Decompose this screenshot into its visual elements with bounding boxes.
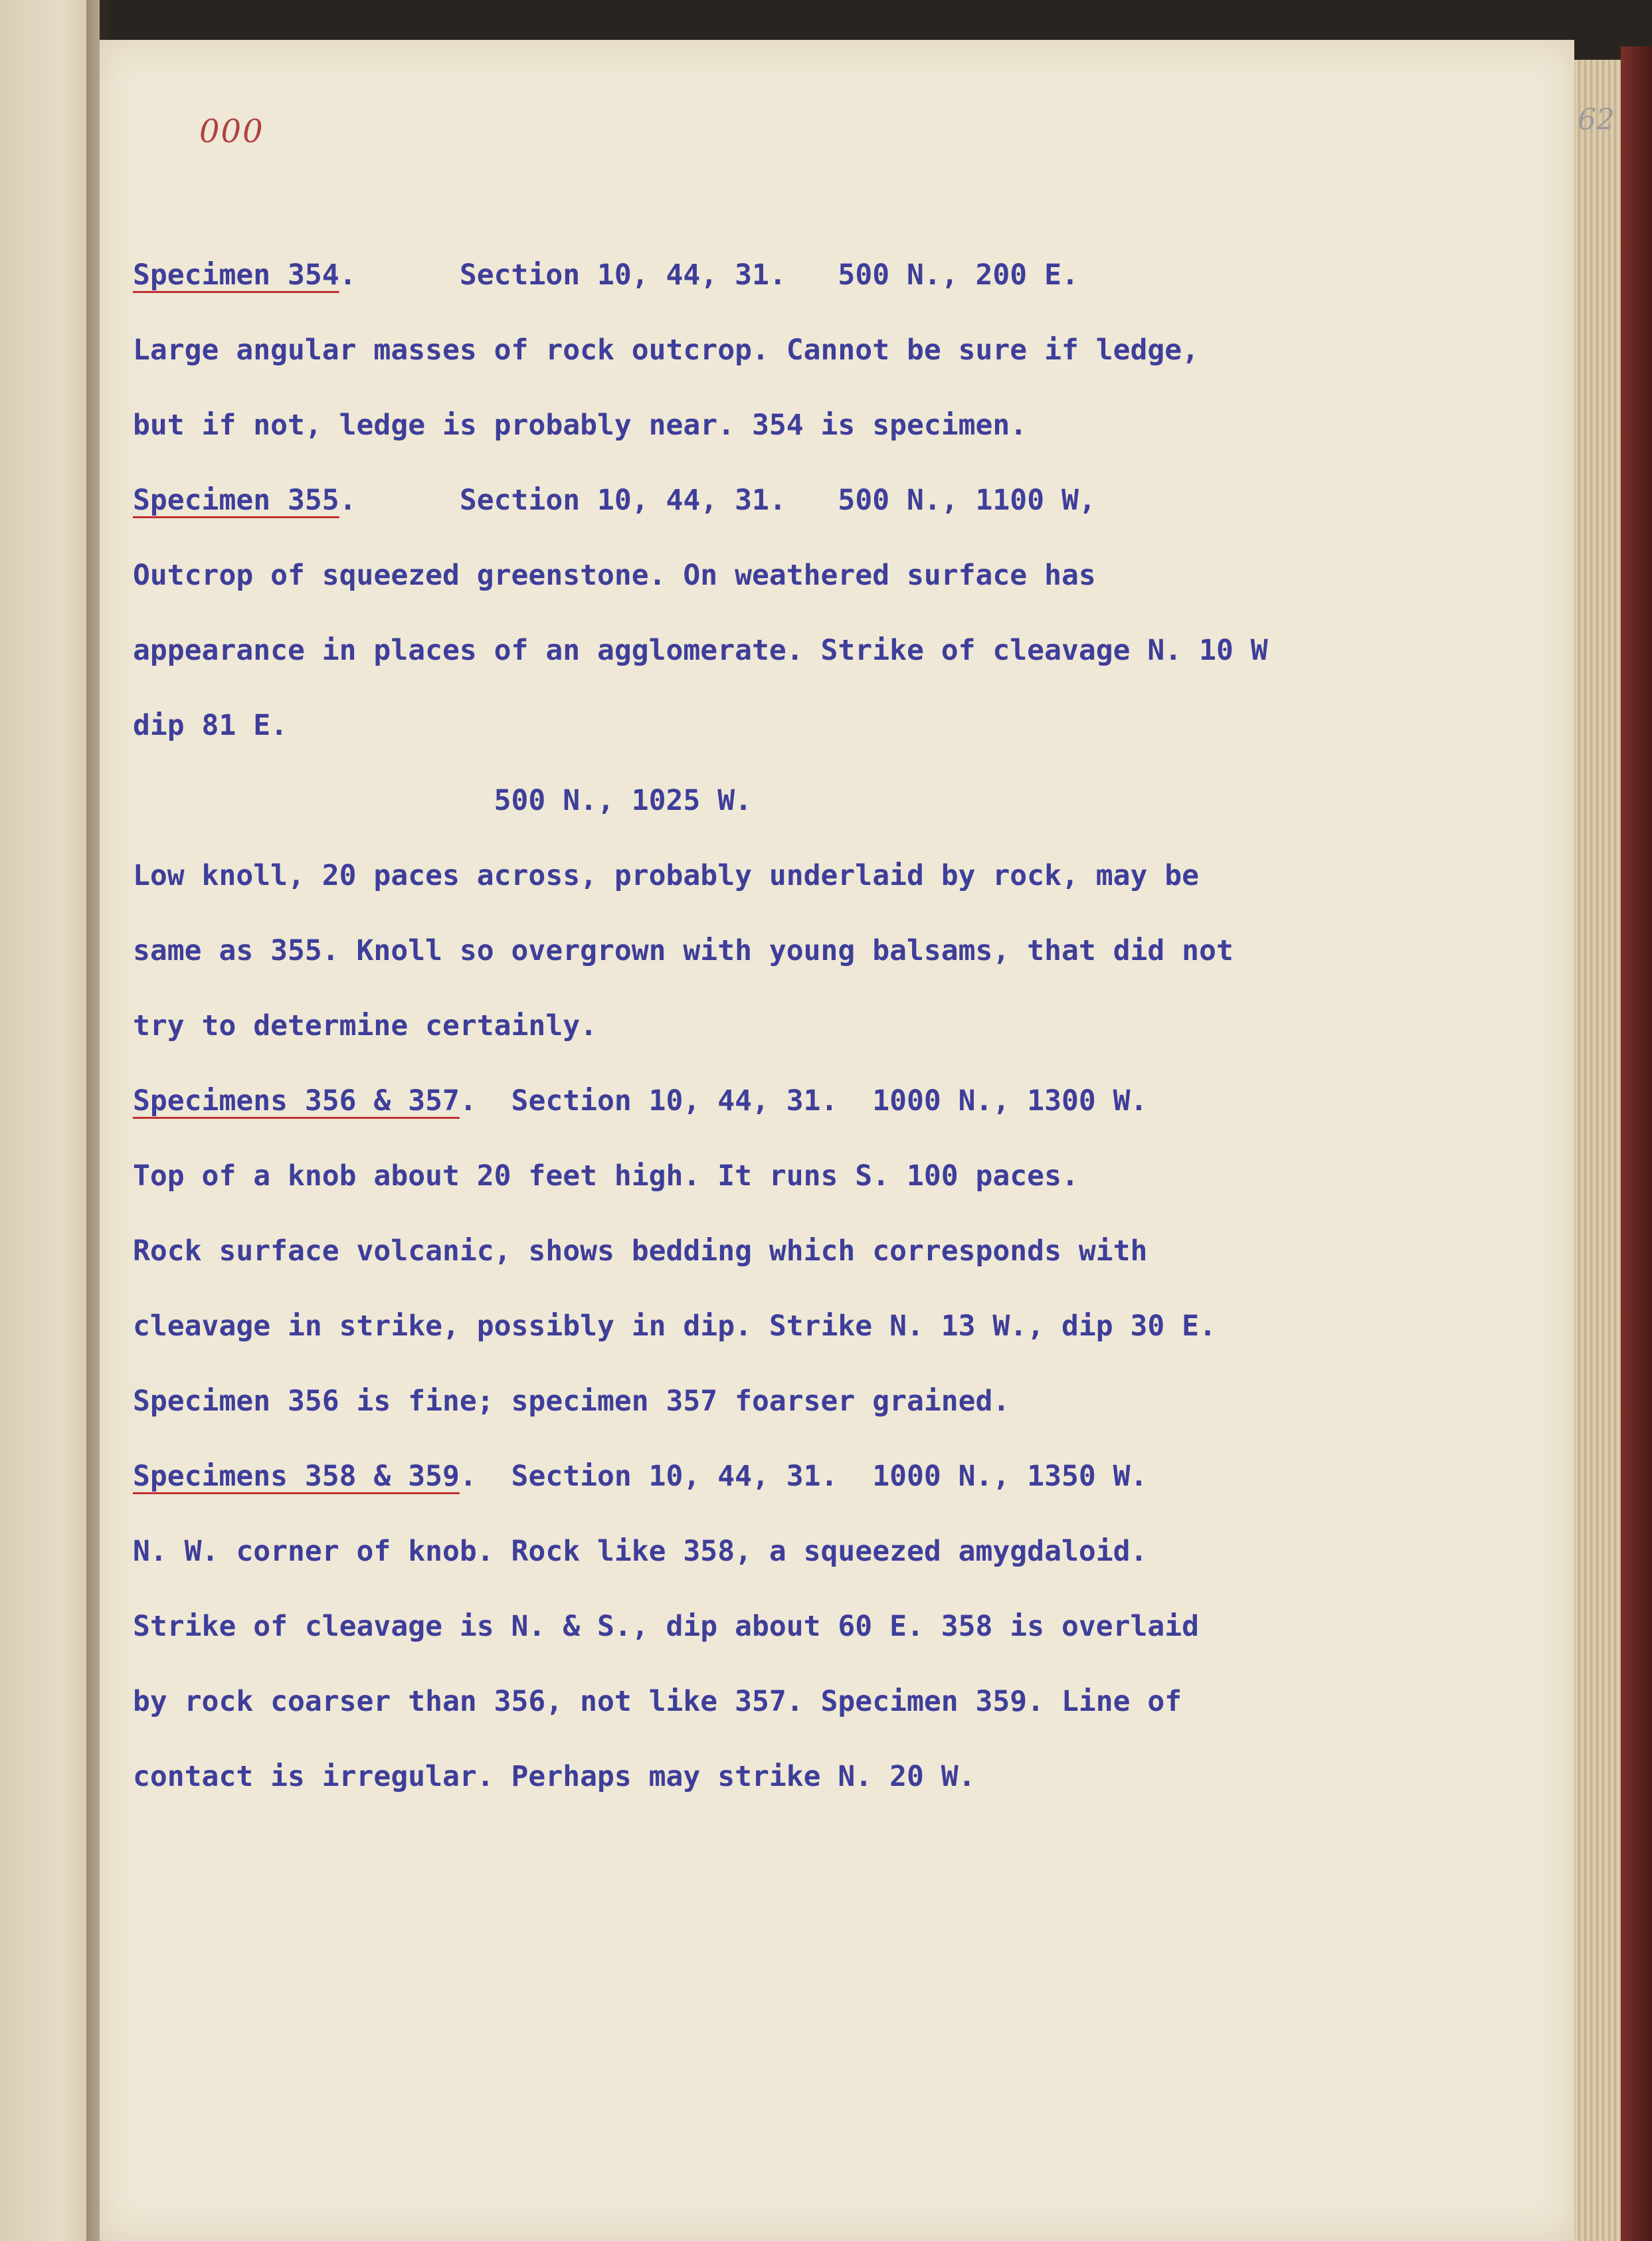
note-line-9 <box>133 856 1541 931</box>
page-number: 62 <box>1578 103 1615 137</box>
note-line-12 <box>133 1081 1541 1156</box>
note-text: cleavage in strike, possibly in dip. Strike N. 13 W., dip 30 E. <box>133 1310 1216 1343</box>
note-line-19 <box>133 1607 1541 1682</box>
specimen-heading: Specimens 356 & 357 <box>133 1084 460 1118</box>
specimen-heading: Specimen 355 <box>133 484 339 517</box>
note-text: Top of a knob about 20 feet high. It runs S. 100 paces. <box>133 1159 1079 1193</box>
note-text: . Section 10, 44, 31. 500 N., 1100 W, <box>339 484 1096 517</box>
note-text: Outcrop of squeezed greenstone. On weathered surface has <box>133 559 1096 592</box>
previous-page-bleed <box>0 239 93 2033</box>
specimen-heading: Specimens 358 & 359 <box>133 1460 460 1493</box>
note-text: Large angular masses of rock outcrop. Cannot be sure if ledge, <box>133 334 1200 367</box>
note-text: by rock coarser than 356, not like 357. Specimen 359. Line of <box>133 1685 1182 1718</box>
typed-notes <box>133 255 1541 1832</box>
note-text: same as 355. Knoll so overgrown with young balsams, that did not <box>133 934 1234 967</box>
note-line-18 <box>133 1531 1541 1607</box>
note-line-7 <box>133 706 1541 781</box>
specimen-heading: Specimen 354 <box>133 258 339 292</box>
note-line-10 <box>133 931 1541 1006</box>
note-text: . Section 10, 44, 31. 1000 N., 1300 W. <box>459 1084 1148 1118</box>
note-text: appearance in places of an agglomerate. Strike of cleavage N. 10 W <box>133 634 1268 667</box>
note-line-8 <box>133 781 1541 856</box>
previous-page-edge <box>0 0 100 2241</box>
note-text: contact is irregular. Perhaps may strike N. 20 W. <box>133 1760 976 1793</box>
note-line-17 <box>133 1456 1541 1531</box>
book-cover-edge <box>1621 47 1652 2241</box>
note-text: . Section 10, 44, 31. 500 N., 200 E. <box>339 258 1079 292</box>
note-line-14 <box>133 1231 1541 1306</box>
note-text: N. W. corner of knob. Rock like 358, a squeezed amygdaloid. <box>133 1535 1148 1568</box>
note-line-21 <box>133 1757 1541 1832</box>
note-line-3 <box>133 405 1541 480</box>
note-text: try to determine certainly. <box>133 1009 597 1042</box>
note-text: Rock surface volcanic, shows bedding which corresponds with <box>133 1234 1148 1268</box>
note-text: . Section 10, 44, 31. 1000 N., 1350 W. <box>459 1460 1148 1493</box>
note-line-20 <box>133 1682 1541 1757</box>
note-text: Low knoll, 20 paces across, probably underlaid by rock, may be <box>133 859 1200 892</box>
note-text: dip 81 E. <box>133 709 288 742</box>
note-text: but if not, ledge is probably near. 354 is specimen. <box>133 409 1028 442</box>
note-text: Specimen 356 is fine; specimen 357 foarser grained. <box>133 1385 1010 1418</box>
corner-mark: 000 <box>199 113 264 150</box>
note-line-1 <box>133 255 1541 330</box>
note-line-2 <box>133 330 1541 405</box>
note-line-13 <box>133 1156 1541 1231</box>
note-line-5 <box>133 555 1541 631</box>
note-line-15 <box>133 1306 1541 1381</box>
note-line-4 <box>133 480 1541 555</box>
note-line-11 <box>133 1006 1541 1081</box>
note-text: 500 N., 1025 W. <box>133 784 752 817</box>
note-text: Strike of cleavage is N. & S., dip about 60 E. 358 is overlaid <box>133 1610 1200 1643</box>
note-line-16 <box>133 1381 1541 1456</box>
note-line-6 <box>133 631 1541 706</box>
